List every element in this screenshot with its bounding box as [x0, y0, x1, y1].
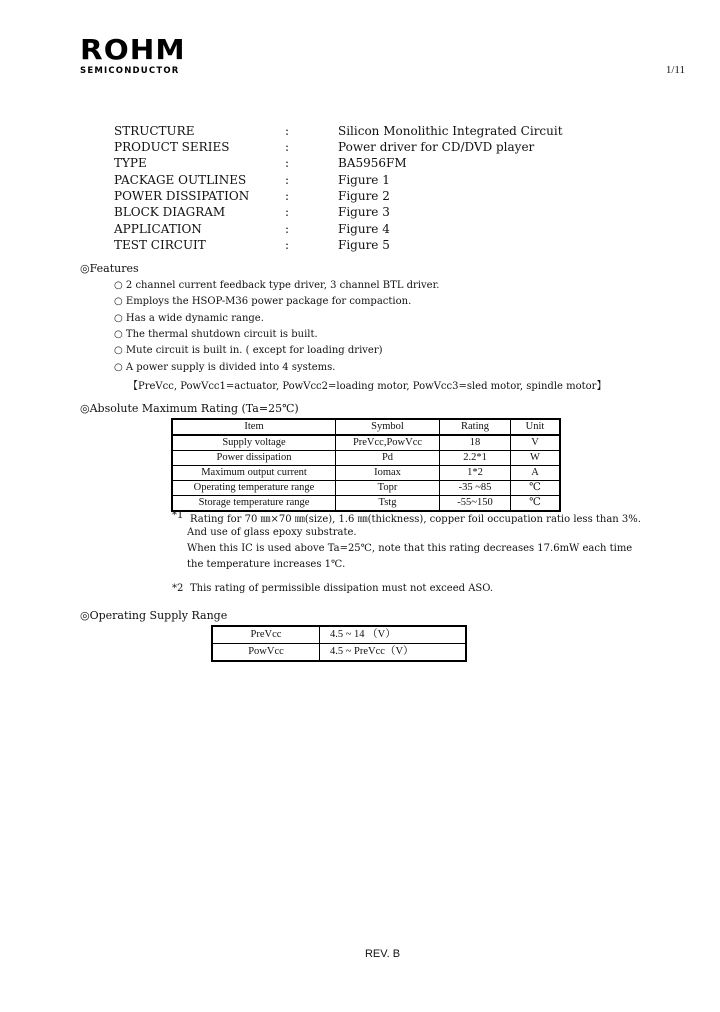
note-2-mark: *2: [172, 583, 184, 594]
header-rating: Rating: [440, 419, 511, 435]
spec-label: BLOCK DIAGRAM: [114, 205, 226, 219]
cell-rating: -35 ~85: [440, 481, 511, 496]
note-1-line: And use of glass epoxy substrate.: [187, 527, 357, 538]
page-number: 1/11: [665, 64, 685, 76]
cell-item: Operating temperature range: [172, 481, 336, 496]
feature-item: ○ The thermal shutdown circuit is built.: [114, 329, 318, 340]
cell-symbol: PreVcc,PowVcc: [336, 435, 440, 451]
spec-value: BA5956FM: [338, 156, 407, 170]
cell-unit: ℃: [511, 481, 561, 496]
spec-label: STRUCTURE: [114, 124, 195, 138]
spec-value: Figure 5: [338, 238, 390, 252]
note-2-text: This rating of permissible dissipation must not exceed ASO.: [190, 583, 494, 594]
cell-item: Power dissipation: [172, 451, 336, 466]
note-1-line: When this IC is used above Ta=25℃, note that this rating decreases 17.6mW each time: [187, 543, 633, 554]
cell-unit: ℃: [511, 496, 561, 512]
spec-colon: :: [285, 238, 290, 252]
spec-colon: :: [285, 222, 290, 236]
spec-colon: :: [285, 205, 290, 219]
header-item: Item: [172, 419, 336, 435]
cell-supply-name: PreVcc: [212, 626, 320, 644]
spec-label: PRODUCT SERIES: [114, 140, 230, 154]
cell-supply-name: PowVcc: [212, 644, 320, 662]
table-row: [172, 451, 560, 466]
abs-max-title: ◎Absolute Maximum Rating (Ta=25℃): [80, 402, 299, 415]
header-unit: Unit: [511, 419, 561, 435]
table-row: [212, 626, 466, 644]
supply-range-table: [211, 625, 467, 662]
spec-colon: :: [285, 189, 290, 203]
spec-colon: :: [285, 173, 290, 187]
semiconductor-logo-text: SEMICONDUCTOR: [80, 66, 180, 76]
feature-item: ○ 2 channel current feedback type driver, 3 channel BTL driver.: [114, 280, 440, 291]
spec-label: POWER DISSIPATION: [114, 189, 250, 203]
cell-symbol: Tstg: [336, 496, 440, 512]
cell-supply-range: 4.5 ~ PreVcc（V）: [320, 644, 467, 662]
table-row: [212, 644, 466, 662]
abs-max-table: [171, 418, 561, 512]
features-title: ◎Features: [80, 262, 139, 275]
power-supply-note: 【PreVcc, PowVcc1=actuator, PowVcc2=loading motor, PowVcc3=sled motor, spindle motor】: [128, 381, 607, 392]
note-1-line: Rating for 70 ㎜×70 ㎜(size), 1.6 ㎜(thickness), copper foil occupation ratio less than 3%.: [190, 514, 641, 525]
feature-item: ○ Has a wide dynamic range.: [114, 313, 264, 324]
note-1-line: the temperature increases 1℃.: [187, 559, 346, 570]
spec-value: Figure 4: [338, 222, 390, 236]
spec-value: Figure 2: [338, 189, 390, 203]
cell-symbol: Pd: [336, 451, 440, 466]
supply-range-title: ◎Operating Supply Range: [80, 609, 228, 622]
cell-item: Maximum output current: [172, 466, 336, 481]
feature-item: ○ A power supply is divided into 4 systems.: [114, 362, 336, 373]
cell-item: Supply voltage: [172, 435, 336, 451]
spec-colon: :: [285, 124, 290, 138]
cell-symbol: Iomax: [336, 466, 440, 481]
cell-supply-range: 4.5 ~ 14 （V）: [320, 626, 467, 644]
spec-label: TYPE: [114, 156, 147, 170]
rohm-logo: ROHM: [80, 33, 186, 66]
cell-unit: V: [511, 435, 561, 451]
spec-value: Figure 1: [338, 173, 390, 187]
cell-unit: W: [511, 451, 561, 466]
cell-item: Storage temperature range: [172, 496, 336, 512]
spec-label: APPLICATION: [114, 222, 202, 236]
cell-rating: 1*2: [440, 466, 511, 481]
cell-rating: 2.2*1: [440, 451, 511, 466]
cell-unit: A: [511, 466, 561, 481]
header-symbol: Symbol: [336, 419, 440, 435]
spec-label: PACKAGE OUTLINES: [114, 173, 247, 187]
table-row: [172, 481, 560, 496]
spec-colon: :: [285, 140, 290, 154]
table-header-row: [172, 419, 560, 435]
cell-symbol: Topr: [336, 481, 440, 496]
spec-colon: :: [285, 156, 290, 170]
revision-label: REV. B: [364, 948, 401, 960]
note-1-mark: *1: [172, 510, 184, 521]
table-row: [172, 435, 560, 451]
spec-value: Power driver for CD/DVD player: [338, 140, 535, 154]
spec-label: TEST CIRCUIT: [114, 238, 206, 252]
table-row: [172, 466, 560, 481]
spec-value: Figure 3: [338, 205, 390, 219]
cell-rating: -55~150: [440, 496, 511, 512]
cell-rating: 18: [440, 435, 511, 451]
feature-item: ○ Mute circuit is built in. ( except for loading driver): [114, 345, 383, 356]
table-row: [172, 496, 560, 512]
feature-item: ○ Employs the HSOP-M36 power package for compaction.: [114, 296, 412, 307]
spec-value: Silicon Monolithic Integrated Circuit: [338, 124, 563, 138]
